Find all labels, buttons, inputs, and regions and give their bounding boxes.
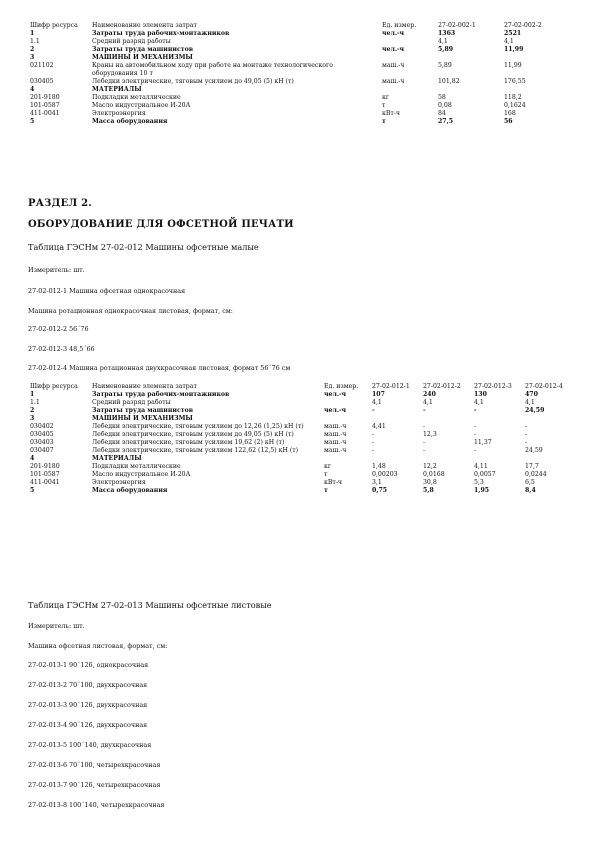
table-cell: Масло индустриальное И-20А (92, 471, 191, 478)
table-cell: Затраты труда машинистов (92, 46, 194, 53)
item-code: 27-02-012-1 (28, 287, 68, 295)
table-cell: Лебедки электрические, тяговым усилием 19,62 (2) кН (т) (92, 439, 285, 446)
table-cell: Лебедки электрические, тяговым усилием до 49,05 (5) кН (т) (92, 431, 294, 438)
header-cell: Шифр ресурса (30, 22, 78, 29)
item-code: 27-02-013-4 (28, 721, 68, 729)
table-cell: 4,1 (423, 399, 433, 406)
resource-table-27-02-012 (28, 383, 573, 495)
table-cell: 30,8 (423, 479, 437, 486)
table-cell: - (423, 439, 426, 446)
table-cell: 0,00203 (372, 471, 398, 478)
item-line (28, 741, 151, 749)
header-cell: 27-02-002-1 (438, 22, 476, 29)
table-cell: 0,08 (438, 102, 452, 109)
table-cell: Лебедки электрические, тяговым усилием до 12,26 (1,25) кН (т) (92, 423, 304, 430)
table-cell: кВт-ч (324, 479, 343, 486)
table-cell: 2 (30, 407, 35, 414)
table-cell: Затраты труда рабочих-монтажников (92, 391, 230, 398)
table-cell: маш.-ч (324, 423, 347, 430)
table-cell: 4,1 (372, 399, 382, 406)
item-line (28, 307, 233, 315)
item-line (28, 781, 160, 789)
table-cell: 8,4 (525, 487, 536, 494)
table-cell: 4,1 (504, 38, 514, 45)
item-code: 27-02-013-6 (28, 761, 68, 769)
item-line (28, 287, 185, 295)
table-cell: 470 (525, 391, 538, 398)
item-code: 27-02-012-4 (28, 364, 68, 372)
table-cell: 118,2 (504, 94, 522, 101)
table-cell: 1.1 (30, 38, 40, 45)
table-cell (322, 415, 370, 423)
table-cell: т (382, 118, 386, 125)
table-cell: 411-0041 (30, 110, 60, 117)
item-text: 90´126, двухкрасочная (67, 721, 148, 729)
table-cell: маш.-ч (382, 78, 405, 85)
table-cell: - (525, 439, 528, 446)
table-cell: Краны на автомобильном ходу при работе на монтаже технологического оборудования 10 т (92, 62, 333, 77)
table-cell (523, 415, 573, 423)
table-cell: 1,48 (372, 463, 386, 470)
table-cell: - (525, 431, 528, 438)
table-cell: 168 (504, 110, 516, 117)
header-cell: 27-02-002-2 (504, 22, 542, 29)
table-cell: 84 (438, 110, 446, 117)
table-row (28, 439, 573, 447)
table-row (28, 78, 568, 86)
table-cell (436, 86, 502, 94)
table-cell: чел.-ч (382, 46, 405, 53)
table-cell: 2521 (504, 30, 522, 37)
table-cell: 0,0168 (423, 471, 445, 478)
header-cell: Наименование элемента затрат (92, 22, 197, 29)
table-cell: 030403 (30, 439, 54, 446)
table-cell: Масса оборудования (92, 118, 168, 125)
table-cell: Масло индустриальное И-20А (92, 102, 191, 109)
item-text: Машина ротационная однокрасочная листовая, формат, см: (28, 307, 233, 315)
table-cell: Электроэнергия (92, 479, 146, 486)
table-row (28, 431, 573, 439)
item-code: 27-02-013-1 (28, 661, 68, 669)
table-cell (370, 415, 421, 423)
table-cell: 12,2 (423, 463, 437, 470)
table-row (28, 399, 573, 407)
item-code: 27-02-013-8 (28, 801, 68, 809)
table-cell: 130 (474, 391, 487, 398)
header-cell: 27-02-012-2 (423, 383, 461, 390)
table-cell: маш.-ч (324, 439, 347, 446)
table-cell: кг (324, 463, 332, 470)
table-title-27-02-013: Таблица ГЭСНм 27-02-013 Машины офсетные листовые (28, 600, 272, 610)
table-cell: 5 (30, 118, 35, 125)
table-cell: 030402 (30, 423, 54, 430)
table-cell: 101-0587 (30, 102, 60, 109)
table-cell (380, 54, 436, 62)
table-cell: 240 (423, 391, 436, 398)
table-title-27-02-012: Таблица ГЭСНм 27-02-012 Машины офсетные малые (28, 242, 259, 252)
item-code: 27-02-013-3 (28, 701, 68, 709)
table-cell: 021102 (30, 62, 54, 69)
table-cell: 27,5 (438, 118, 454, 125)
table-cell (502, 86, 568, 94)
table-cell (421, 455, 472, 463)
table-cell: МАТЕРИАЛЫ (92, 86, 142, 93)
table-cell: МАШИНЫ И МЕХАНИЗМЫ (92, 415, 193, 422)
item-text: 90´126, однокрасочная (67, 661, 149, 669)
table-cell: чел.-ч (382, 30, 405, 37)
header-cell: Ед. измер. (382, 22, 417, 29)
table-row (28, 479, 573, 487)
table-row (28, 46, 568, 54)
table-cell: чел.-ч (324, 391, 347, 398)
table-cell: 17,7 (525, 463, 539, 470)
table-cell (472, 455, 523, 463)
table-cell (436, 54, 502, 62)
measure-unit: Измеритель: шт. (28, 622, 85, 630)
section-number: РАЗДЕЛ 2. (28, 198, 92, 209)
table-row (28, 54, 568, 62)
table-cell (421, 415, 472, 423)
table-cell: 12,3 (423, 431, 437, 438)
header-cell: Ед. измер. (324, 383, 359, 390)
table-cell: 3 (30, 54, 35, 61)
table-row (28, 30, 568, 38)
table-cell: 4,11 (474, 463, 488, 470)
item-text: 56´76 (69, 325, 89, 333)
table-cell (502, 54, 568, 62)
table-row (28, 118, 568, 126)
table-cell: 5 (30, 487, 35, 494)
table-cell (472, 415, 523, 423)
table-cell: Средний разряд работы (92, 38, 171, 45)
table-row (28, 110, 568, 118)
table-cell: маш.-ч (324, 447, 347, 454)
table-cell: 0,0057 (474, 471, 496, 478)
table-cell: Затраты труда рабочих-монтажников (92, 30, 230, 37)
table-cell: 201-9180 (30, 463, 60, 470)
table-cell: - (474, 447, 477, 454)
table-cell: - (372, 431, 375, 438)
table-cell: - (372, 447, 375, 454)
table-cell: 1363 (438, 30, 456, 37)
table-cell: - (423, 447, 426, 454)
header-cell: Наименование элемента затрат (92, 383, 197, 390)
table-cell: 11,99 (504, 46, 524, 53)
table-cell: 4,1 (525, 399, 535, 406)
table-cell: - (423, 423, 426, 430)
table-cell: 101-0587 (30, 471, 60, 478)
table-cell: 3,1 (372, 479, 382, 486)
item-line (28, 364, 290, 372)
item-line (28, 801, 164, 809)
table-cell (322, 455, 370, 463)
table-cell (380, 86, 436, 94)
table-row (28, 407, 573, 415)
table-cell: Лебедки электрические, тяговым усилием 122,62 (12,5) кН (т) (92, 447, 299, 454)
table-cell: Подкладки металлические (92, 94, 181, 101)
item-code: 27-02-012-3 (28, 345, 68, 353)
table-row (28, 94, 568, 102)
table-row (28, 447, 573, 455)
table-row (28, 415, 573, 423)
item-line (28, 721, 147, 729)
table-cell: Затраты труда машинистов (92, 407, 194, 414)
item-code: 27-02-013-5 (28, 741, 68, 749)
table-cell: т (324, 487, 328, 494)
table-cell: Электроэнергия (92, 110, 146, 117)
table-cell: 24,59 (525, 407, 545, 414)
table-cell: 101,82 (438, 78, 460, 85)
table-cell: т (324, 471, 328, 478)
table-cell: 5,8 (423, 487, 434, 494)
table-row (28, 423, 573, 431)
table-cell: 2 (30, 46, 35, 53)
item-line (28, 325, 89, 333)
table-cell: 030407 (30, 447, 54, 454)
table-cell: 6,5 (525, 479, 535, 486)
table-cell: - (474, 423, 477, 430)
table-cell: Средний разряд работы (92, 399, 171, 406)
table-cell: 0,1624 (504, 102, 526, 109)
table-cell: 11,99 (504, 62, 522, 69)
item-text: 100´140, двухкрасочная (67, 741, 152, 749)
table-cell: Масса оборудования (92, 487, 168, 494)
item-text: 90´126, четырехкрасочная (67, 781, 161, 789)
table-header-row (28, 383, 573, 391)
table-cell: Подкладки металлические (92, 463, 181, 470)
table-cell: 4 (30, 86, 35, 93)
table-cell: 4,1 (474, 399, 484, 406)
table-cell: чел.-ч (324, 407, 347, 414)
table-row (28, 86, 568, 94)
item-text: 70´100, четырехкрасочная (67, 761, 161, 769)
item-code: 27-02-013-7 (28, 781, 68, 789)
table-cell: 1 (30, 30, 35, 37)
table-cell: т (382, 102, 386, 109)
item-text: 90´126, двухкрасочная (67, 701, 148, 709)
table-cell: кг (382, 94, 390, 101)
table-cell: 1.1 (30, 399, 40, 406)
table-cell (322, 399, 370, 407)
table-cell: 0,0244 (525, 471, 547, 478)
item-code: 27-02-013-2 (28, 681, 68, 689)
table-row (28, 463, 573, 471)
table-cell: 030405 (30, 78, 54, 85)
measure-unit: Измеритель: шт. (28, 266, 85, 274)
table-row (28, 38, 568, 46)
item-intro: Машина офсетная листовая, формат, см: (28, 642, 168, 650)
table-cell: 4,1 (438, 38, 448, 45)
table-cell: - (525, 423, 528, 430)
header-cell: 27-02-012-1 (372, 383, 410, 390)
table-cell: - (474, 407, 477, 414)
table-cell: - (372, 407, 375, 414)
table-cell: маш.-ч (382, 62, 405, 69)
table-cell: 0,75 (372, 487, 388, 494)
item-line (28, 345, 95, 353)
table-cell: 176,55 (504, 78, 526, 85)
table-cell: 58 (438, 94, 446, 101)
header-cell: 27-02-012-4 (525, 383, 563, 390)
table-cell: 107 (372, 391, 385, 398)
table-row (28, 391, 573, 399)
table-cell: 1,95 (474, 487, 490, 494)
table-cell: 1 (30, 391, 35, 398)
item-text: 70´100, двухкрасочная (67, 681, 148, 689)
table-cell: 3 (30, 415, 35, 422)
item-line (28, 761, 160, 769)
table-cell: - (474, 431, 477, 438)
item-code: 27-02-012-2 (28, 325, 68, 333)
item-text: 48,5´66 (69, 345, 95, 353)
table-cell (523, 455, 573, 463)
table-row (28, 62, 568, 78)
table-cell: 201-9180 (30, 94, 60, 101)
table-row (28, 471, 573, 479)
table-cell: МАШИНЫ И МЕХАНИЗМЫ (92, 54, 193, 61)
table-cell: 5,89 (438, 62, 452, 69)
table-row (28, 102, 568, 110)
table-cell: 5,89 (438, 46, 454, 53)
table-cell (380, 38, 436, 46)
table-cell: 5,3 (474, 479, 484, 486)
resource-table-27-02-002 (28, 22, 568, 126)
item-text: 100´140, четырехкрасочная (67, 801, 165, 809)
table-cell: 4,41 (372, 423, 386, 430)
table-cell: 4 (30, 455, 35, 462)
table-cell: 24,59 (525, 447, 543, 454)
item-text: Машина офсетная однокрасочная (69, 287, 186, 295)
table-row (28, 455, 573, 463)
item-line (28, 661, 148, 669)
table-cell: маш.-ч (324, 431, 347, 438)
table-cell (370, 455, 421, 463)
header-cell: Шифр ресурса (30, 383, 78, 390)
item-line (28, 701, 147, 709)
table-cell: - (372, 439, 375, 446)
table-cell: Лебедки электрические, тяговым усилием до 49,05 (5) кН (т) (92, 78, 294, 85)
item-line (28, 681, 147, 689)
table-cell: 11,37 (474, 439, 492, 446)
section-title: ОБОРУДОВАНИЕ ДЛЯ ОФСЕТНОЙ ПЕЧАТИ (28, 219, 294, 230)
table-cell: 030405 (30, 431, 54, 438)
table-row (28, 487, 573, 495)
table-header-row (28, 22, 568, 30)
header-cell: 27-02-012-3 (474, 383, 512, 390)
table-cell: 56 (504, 118, 513, 125)
table-cell: кВт-ч (382, 110, 401, 117)
table-cell: МАТЕРИАЛЫ (92, 455, 142, 462)
item-text: Машина ротационная двухкрасочная листовая, формат 56´76 см (69, 364, 291, 372)
table-cell: - (423, 407, 426, 414)
table-cell: 411-0041 (30, 479, 60, 486)
